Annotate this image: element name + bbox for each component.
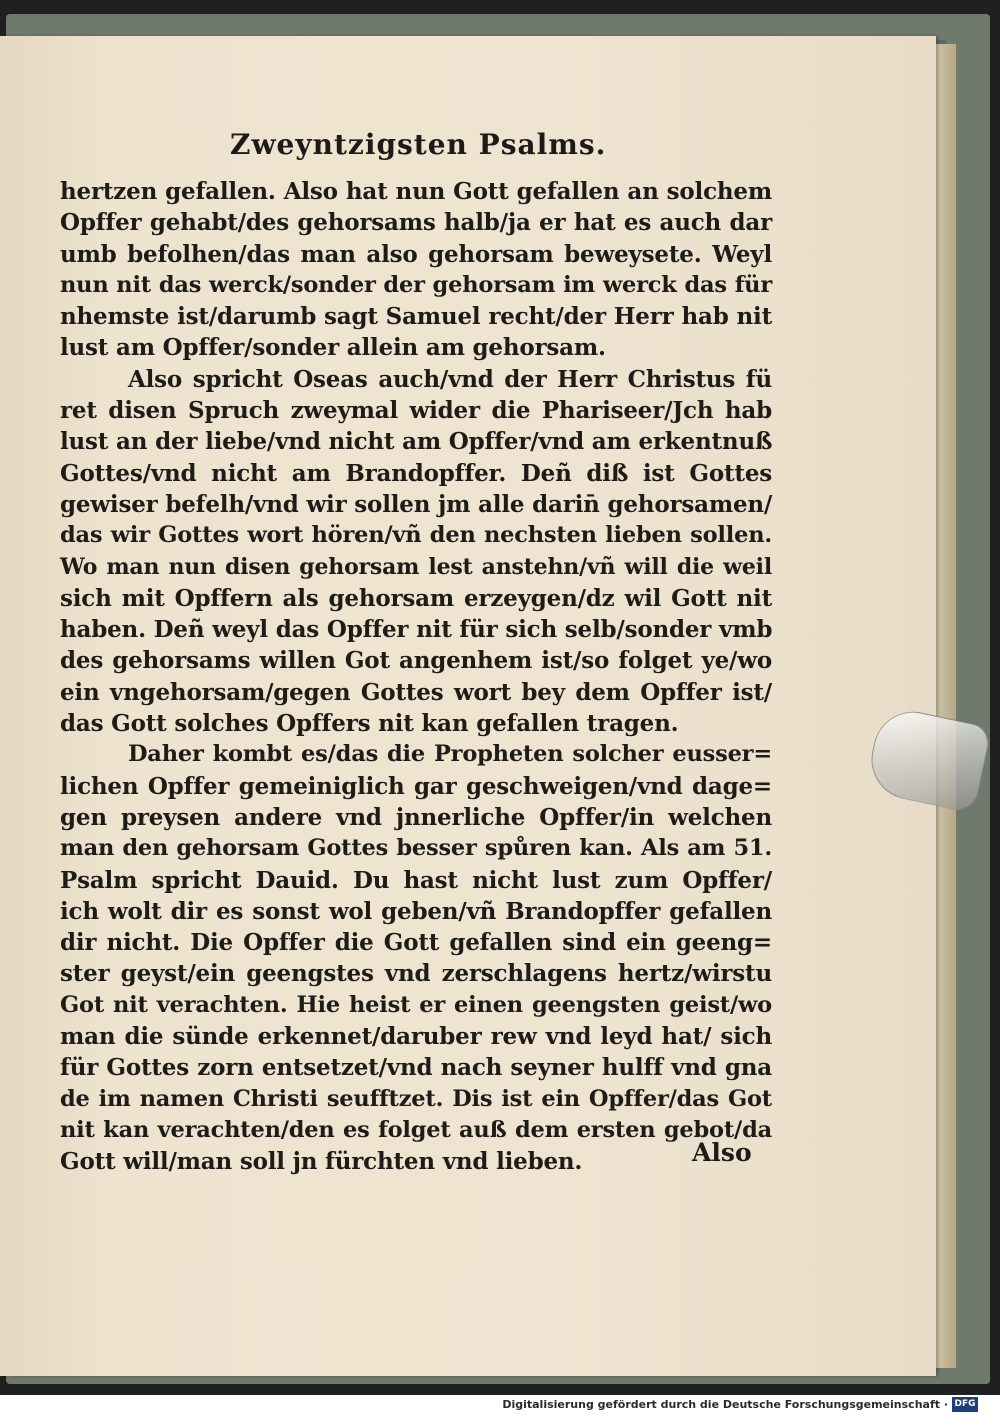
- text-line: ein vngehorsam/gegen Gottes wort bey dem Opffer ist/: [60, 678, 772, 706]
- text-line: ret disen Spruch zweymal wider die Phariseer/Jch hab: [60, 397, 772, 425]
- text-line: Got nit verachten. Hie heist er einen geengsten geist/wo: [60, 991, 772, 1018]
- funding-credit: Digitalisierung gefördert durch die Deutsche Forschungsgemeinschaft ·: [502, 1398, 948, 1411]
- text-line: nun nit das werck/sonder der gehorsam im werck das für: [60, 271, 772, 298]
- text-line: de im namen Christi seufftzet. Dis ist ein Opffer/das Got: [60, 1085, 772, 1112]
- text-line: dir nicht. Die Opffer die Gott gefallen sind ein geeng=: [60, 929, 772, 957]
- text-line: umb befolhen/das man also gehorsam beweysete. Weyl: [60, 240, 772, 268]
- text-line: man den gehorsam Gottes besser spůren kan. Als am 51.: [60, 835, 772, 862]
- text-line: Also spricht Oseas auch/vnd der Herr Christus fü: [128, 365, 772, 393]
- dfg-logo: DFG: [952, 1397, 978, 1412]
- text-line: nit kan verachten/den es folget auß dem ersten gebot/da: [60, 1116, 772, 1143]
- text-line: Psalm spricht Dauid. Du hast nicht lust zum Opffer/: [60, 866, 772, 894]
- text-line: gen preysen andere vnd jnnerliche Opffer/in welchen: [60, 803, 772, 831]
- text-line: für Gottes zorn entsetzet/vnd nach seyner hulff vnd gna: [60, 1054, 772, 1082]
- text-line: das wir Gottes wort hören/vñ den nechsten lieben sollen.: [60, 522, 772, 549]
- text-line: Daher kombt es/das die Propheten solcher eusser=: [128, 741, 772, 768]
- text-line: Gottes/vnd nicht am Brandopffer. Deñ diß ist Gottes: [60, 459, 772, 487]
- text-line: nhemste ist/darumb sagt Samuel recht/der Herr hab nit: [60, 303, 772, 331]
- text-line: ich wolt dir es sonst wol geben/vñ Brandopffer gefallen: [60, 897, 772, 925]
- footer-bar: [0, 1395, 1000, 1415]
- text-line: das Gott solches Opffers nit kan gefallen tragen.: [60, 710, 679, 738]
- catchword: Also: [692, 1138, 752, 1167]
- text-line: lust am Opffer/sonder allein am gehorsam.: [60, 334, 606, 362]
- text-line: gewiser befelh/vnd wir sollen jm alle darin̄ gehorsamen/: [60, 490, 773, 518]
- text-line: hertzen gefallen. Also hat nun Gott gefallen an solchem: [60, 178, 772, 205]
- text-line: ster geyst/ein geengstes vnd zerschlagens hertz/wirstu: [60, 960, 772, 988]
- text-line: haben. Deñ weyl das Opffer nit für sich selb/sonder vmb: [60, 616, 773, 644]
- text-line: lust an der liebe/vnd nicht am Opffer/vnd am erkentnuß: [60, 428, 773, 456]
- running-head: Zweyntzigsten Psalms.: [230, 128, 607, 161]
- text-line: des gehorsams willen Got angenhem ist/so folget ye/wo: [60, 647, 772, 675]
- text-line: sich mit Opffern als gehorsam erzeygen/dz wil Gott nit: [60, 584, 772, 612]
- text-line: Gott will/man soll jn fürchten vnd lieben.: [60, 1148, 583, 1176]
- text-line: Wo man nun disen gehorsam lest anstehn/vñ will die weil: [60, 553, 772, 580]
- text-line: Opffer gehabt/des gehorsams halb/ja er hat es auch dar: [60, 209, 772, 237]
- text-line: man die sünde erkennet/daruber rew vnd leyd hat/ sich: [60, 1023, 772, 1051]
- body-text: [60, 176, 772, 1178]
- text-line: lichen Opffer gemeiniglich gar geschweigen/vnd dage=: [60, 772, 772, 800]
